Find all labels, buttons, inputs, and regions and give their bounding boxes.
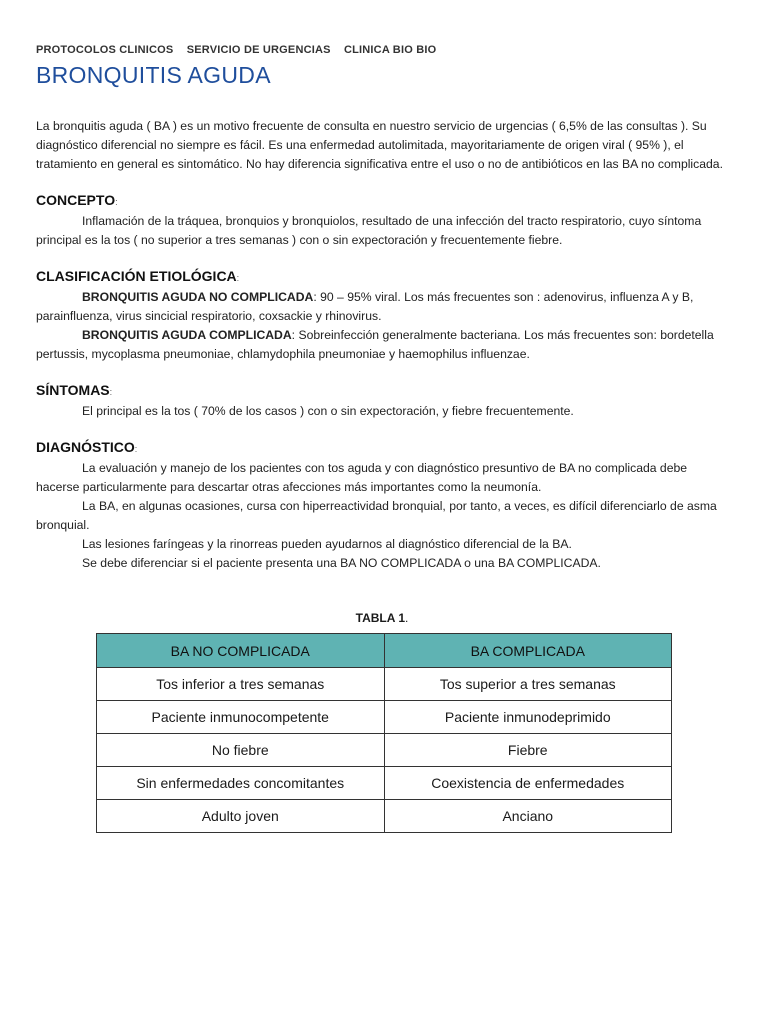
table-cell: Adulto joven [97,800,385,833]
table-cell: Fiebre [384,734,672,767]
section-clasificacion [36,268,728,364]
table-row [97,734,672,767]
section-paragraph: BRONQUITIS AGUDA NO COMPLICADA: 90 – 95% viral. Los más frecuentes son : adenovirus, influenza A y B, parainfluenza, virus sincicial respiratorio, coxsackie y rhinovirus. [36,290,694,323]
section-paragraph: Inflamación de la tráquea, bronquios y bronquiolos, resultado de una infección del tracto respiratorio, cuyo síntoma principal es la tos ( no superior a tres semanas ) con o sin expectoración y frecuentemente fiebre. [36,214,702,247]
document-title: BRONQUITIS AGUDA [36,62,271,88]
table-cell: Tos superior a tres semanas [384,668,672,701]
header-item: CLINICA BIO BIO [343,44,437,56]
table-header-cell: BA COMPLICADA [384,634,672,668]
section-diagnostico [36,439,728,573]
table-row [97,668,672,701]
table-row [97,701,672,734]
table-cell: No fiebre [97,734,385,767]
header-item: SERVICIO DE URGENCIAS [186,44,331,56]
header-item: PROTOCOLOS CLINICOS [36,44,174,56]
table-caption: TABLA 1. [355,611,409,625]
table-cell: Tos inferior a tres semanas [97,668,385,701]
section-paragraph: El principal es la tos ( 70% de los casos ) con o sin expectoración, y fiebre frecuentemente. [82,404,574,418]
section-paragraph: Se debe diferenciar si el paciente presenta una BA NO COMPLICADA o una BA COMPLICADA. [82,556,601,570]
table-cell: Sin enfermedades concomitantes [97,767,385,800]
section-concepto [36,192,728,250]
section-title: CLASIFICACIÓN ETIOLÓGICA: [36,268,240,284]
table-cell: Anciano [384,800,672,833]
comparison-table [96,633,672,833]
table-cell: Coexistencia de enfermedades [384,767,672,800]
section-title: CONCEPTO: [36,192,118,208]
table-row [97,767,672,800]
section-sintomas [36,382,728,421]
section-paragraph: La BA, en algunas ocasiones, cursa con hiperreactividad bronquial, por tanto, a veces, es difícil diferenciarlo de asma bronquial. [36,499,717,532]
table-header-row [97,634,672,668]
table-cell: Paciente inmunodeprimido [384,701,672,734]
section-paragraph: La evaluación y manejo de los pacientes con tos aguda y con diagnóstico presuntivo de BA no complicada debe hacerse particularmente para descartar otras afecciones más importantes como la neumonía. [36,461,688,494]
document-page [36,0,728,833]
intro-paragraph: La bronquitis aguda ( BA ) es un motivo frecuente de consulta en nuestro servicio de urgencias ( 6,5% de las consultas ). Su diagnóstico diferencial no siempre es fácil. Es una enfermedad autolimitada, mayoritariamente de origen viral ( 95% ), el tratamiento en general es sintomático. No hay diferencia significativa entre el uso o no de antibióticos en las BA no complicada. [36,119,723,171]
document-header [36,44,728,56]
section-title: SÍNTOMAS: [36,382,113,398]
section-paragraph: Las lesiones faríngeas y la rinorreas pueden ayudarnos al diagnóstico diferencial de la BA. [82,537,572,551]
section-paragraph: BRONQUITIS AGUDA COMPLICADA: Sobreinfección generalmente bacteriana. Los más frecuentes son: bordetella pertussis, mycoplasma pneumoniae, chlamydophila pneumoniae y haemophilus influenzae. [36,328,714,361]
table-row [97,800,672,833]
table-cell: Paciente inmunocompetente [97,701,385,734]
table-header-cell: BA NO COMPLICADA [97,634,385,668]
section-title: DIAGNÓSTICO: [36,439,138,455]
